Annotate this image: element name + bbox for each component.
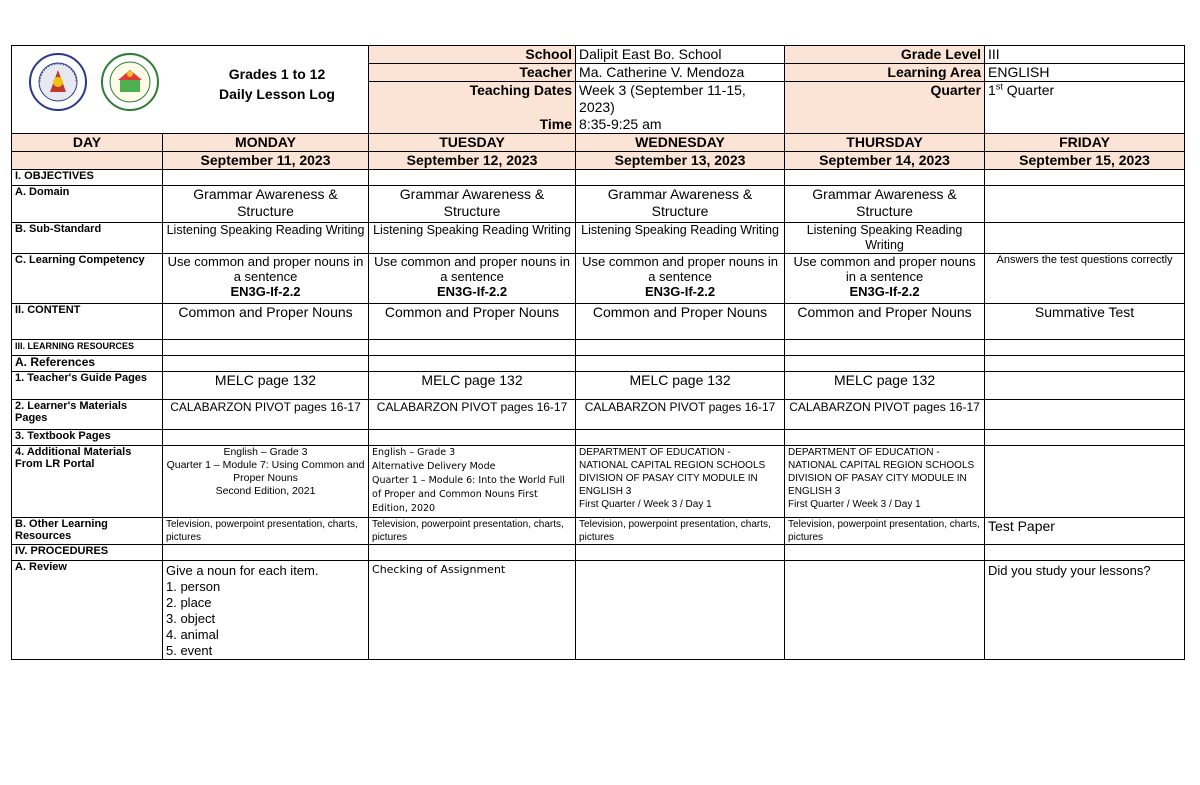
- row-learning-resources: III. LEARNING RESOURCES: [12, 340, 163, 356]
- tg-tuesday: MELC page 132: [369, 372, 576, 400]
- tg-monday: MELC page 132: [163, 372, 369, 400]
- row-learners-materials: 2. Learner's Materials Pages: [12, 400, 163, 430]
- day-header-friday: FRIDAY: [985, 134, 1185, 152]
- substandard-wednesday: Listening Speaking Reading Writing: [576, 223, 785, 254]
- row-substandard: B. Sub-Standard: [12, 223, 163, 254]
- competency-monday: Use common and proper nouns in a sentence EN3G-If-2.2: [163, 254, 369, 304]
- teacher-label: Teacher: [369, 64, 576, 82]
- lm-wednesday: CALABARZON PIVOT pages 16-17: [576, 400, 785, 430]
- grade-level-label: Grade Level: [785, 46, 985, 64]
- row-additional-materials: 4. Additional Materials From LR Portal: [12, 446, 163, 518]
- learning-area-label: Learning Area: [785, 64, 985, 82]
- domain-monday: Grammar Awareness & Structure: [163, 186, 369, 223]
- content-monday: Common and Proper Nouns: [163, 304, 369, 340]
- row-objectives: I. OBJECTIVES: [12, 170, 163, 186]
- date-monday: September 11, 2023: [163, 152, 369, 170]
- form-title-line1: Grades 1 to 12: [228, 66, 326, 82]
- daily-lesson-log: [11, 45, 1184, 660]
- additional-tuesday: English – Grade 3 Alternative Delivery Mode Quarter 1 – Module 6: Into the World Full of Proper and Common Nouns First Edition, 2020: [369, 446, 576, 518]
- day-header-thursday: THURSDAY: [785, 134, 985, 152]
- teacher-value: Ma. Catherine V. Mendoza: [576, 64, 785, 82]
- row-procedures: IV. PROCEDURES: [12, 545, 163, 561]
- quarter-value: 1st Quarter: [985, 82, 1185, 134]
- school-label: School: [369, 46, 576, 64]
- content-wednesday: Common and Proper Nouns: [576, 304, 785, 340]
- time-value: 8:35-9:25 am: [576, 116, 785, 134]
- day-header-monday: MONDAY: [163, 134, 369, 152]
- row-content: II. CONTENT: [12, 304, 163, 340]
- form-title-line2: Daily Lesson Log: [219, 86, 335, 102]
- competency-friday: Answers the test questions correctly: [985, 254, 1185, 304]
- time-label: Time: [369, 116, 576, 134]
- other-wednesday: Television, powerpoint presentation, charts, pictures: [576, 518, 785, 545]
- additional-monday: English – Grade 3 Quarter 1 – Module 7: Using Common and Proper Nouns Second Edition, 2021: [163, 446, 369, 518]
- additional-wednesday: DEPARTMENT OF EDUCATION - NATIONAL CAPITAL REGION SCHOOLS DIVISION OF PASAY CITY MODULE IN ENGLISH 3 First Quarter / Week 3 / Day 1: [576, 446, 785, 518]
- date-row-blank: [12, 152, 163, 170]
- lm-monday: CALABARZON PIVOT pages 16-17: [163, 400, 369, 430]
- lm-thursday: CALABARZON PIVOT pages 16-17: [785, 400, 985, 430]
- review-friday: Did you study your lessons?: [985, 561, 1185, 660]
- row-textbook-pages: 3. Textbook Pages: [12, 430, 163, 446]
- other-monday: Television, powerpoint presentation, charts, pictures: [163, 518, 369, 545]
- header-logo-title-cell: [12, 46, 369, 134]
- row-teachers-guide: 1. Teacher's Guide Pages: [12, 372, 163, 400]
- additional-thursday: DEPARTMENT OF EDUCATION - NATIONAL CAPITAL REGION SCHOOLS DIVISION OF PASAY CITY MODULE IN ENGLISH 3 First Quarter / Week 3 / Day 1: [785, 446, 985, 518]
- substandard-tuesday: Listening Speaking Reading Writing: [369, 223, 576, 254]
- substandard-monday: Listening Speaking Reading Writing: [163, 223, 369, 254]
- domain-wednesday: Grammar Awareness & Structure: [576, 186, 785, 223]
- teaching-dates-label: Teaching Dates: [369, 82, 576, 117]
- domain-thursday: Grammar Awareness & Structure: [785, 186, 985, 223]
- quarter-label: Quarter: [785, 82, 985, 134]
- deped-seal-logo: [28, 52, 88, 112]
- competency-thursday: Use common and proper nouns in a sentence EN3G-If-2.2: [785, 254, 985, 304]
- school-value: Dalipit East Bo. School: [576, 46, 785, 64]
- other-friday: Test Paper: [985, 518, 1185, 545]
- row-review: A. Review: [12, 561, 163, 660]
- row-competency: C. Learning Competency: [12, 254, 163, 304]
- other-tuesday: Television, powerpoint presentation, charts, pictures: [369, 518, 576, 545]
- tg-thursday: MELC page 132: [785, 372, 985, 400]
- substandard-thursday: Listening Speaking Reading Writing: [785, 223, 985, 254]
- day-header-tuesday: TUESDAY: [369, 134, 576, 152]
- competency-tuesday: Use common and proper nouns in a sentence EN3G-If-2.2: [369, 254, 576, 304]
- row-references: A. References: [12, 356, 163, 372]
- content-friday: Summative Test: [985, 304, 1185, 340]
- content-tuesday: Common and Proper Nouns: [369, 304, 576, 340]
- lm-tuesday: CALABARZON PIVOT pages 16-17: [369, 400, 576, 430]
- learning-area-value: ENGLISH: [985, 64, 1185, 82]
- content-thursday: Common and Proper Nouns: [785, 304, 985, 340]
- review-monday: Give a noun for each item. 1. person 2. place 3. object 4. animal 5. event: [163, 561, 369, 660]
- date-thursday: September 14, 2023: [785, 152, 985, 170]
- tg-wednesday: MELC page 132: [576, 372, 785, 400]
- date-friday: September 15, 2023: [985, 152, 1185, 170]
- review-tuesday: Checking of Assignment: [369, 561, 576, 660]
- other-thursday: Television, powerpoint presentation, charts, pictures: [785, 518, 985, 545]
- competency-wednesday: Use common and proper nouns in a sentence EN3G-If-2.2: [576, 254, 785, 304]
- domain-tuesday: Grammar Awareness & Structure: [369, 186, 576, 223]
- date-wednesday: September 13, 2023: [576, 152, 785, 170]
- row-domain: A. Domain: [12, 186, 163, 223]
- row-other-resources: B. Other Learning Resources: [12, 518, 163, 545]
- school-seal-logo: [100, 52, 160, 112]
- grade-level-value: III: [985, 46, 1185, 64]
- day-header-wednesday: WEDNESDAY: [576, 134, 785, 152]
- date-tuesday: September 12, 2023: [369, 152, 576, 170]
- day-column-header: DAY: [12, 134, 163, 152]
- teaching-dates-value: Week 3 (September 11-15, 2023): [576, 82, 785, 117]
